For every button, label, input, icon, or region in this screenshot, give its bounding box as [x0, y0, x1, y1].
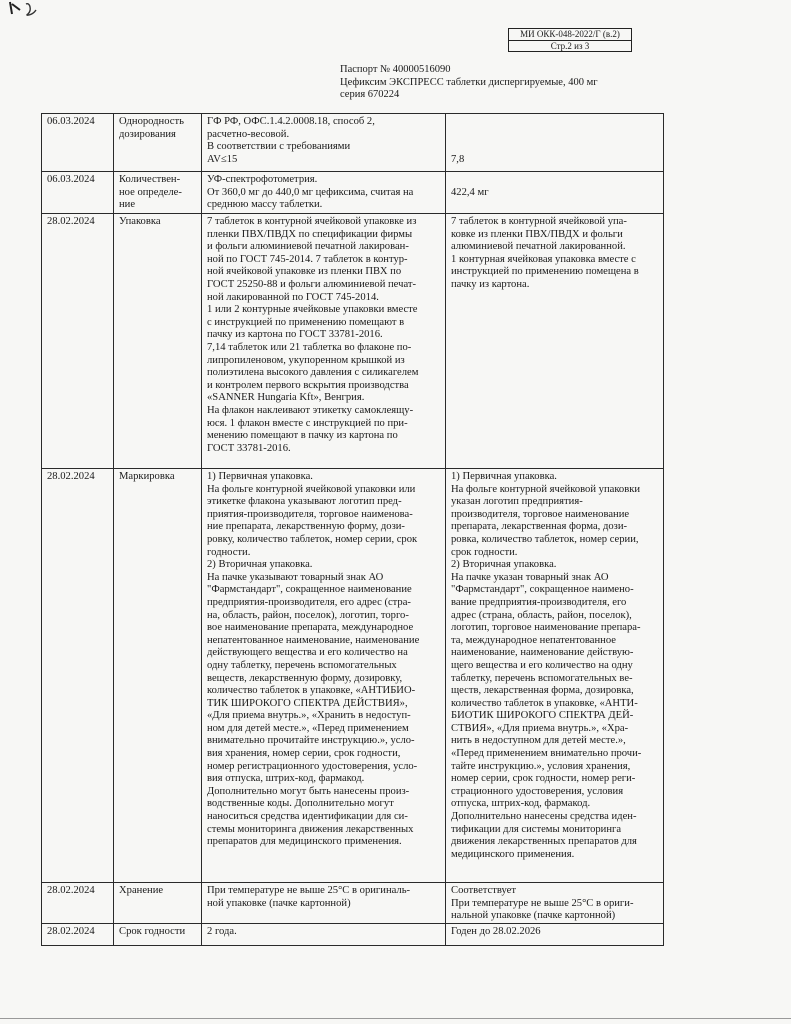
result-line: 1) Первичная упаковка. [451, 471, 557, 482]
result-line: 422,4 мг [451, 186, 489, 198]
test-name-line: Маркировка [119, 471, 175, 482]
test-date [42, 883, 114, 924]
result-line: СТВИЯ», «Для приема внутрь.», «Хра- [451, 722, 629, 734]
result-line: номер серии, срок годности, номер реги- [451, 773, 636, 785]
requirement-line: и фольги алюминиевой печатной лакирован- [207, 241, 409, 253]
requirement-line: ном для детей месте.», «Перед применением [207, 722, 409, 734]
requirement-line: препаратов для медицинского применения. [207, 836, 402, 848]
requirement-line: ГФ РФ, ОФС.1.4.2.0008.18, способ 2, [207, 116, 375, 127]
batch-series: серия 670224 [340, 89, 400, 100]
scan-edge [0, 1018, 791, 1019]
requirement-line: ной ячейковой упаковке из пленки ПВХ по [207, 266, 402, 278]
requirement-line: действующего вещества и его количество на [207, 647, 408, 659]
test-date-line: 28.02.2024 [47, 471, 95, 482]
result [446, 214, 664, 469]
result-line: тайте инструкцию.», условия хранения, [451, 760, 631, 772]
page-number: Стр.2 из 3 [550, 41, 590, 51]
test-name [114, 172, 202, 214]
requirement-line: В соответствии с требованиями [207, 141, 351, 153]
requirement-line: этикетке флакона указывают логотип пред- [207, 496, 402, 508]
requirement-line: На фольге контурной ячейковой упаковки или [207, 483, 416, 495]
document-code-box [508, 28, 632, 52]
requirement [202, 172, 446, 214]
result-line [451, 141, 659, 154]
result-line: указан логотип предприятия- [451, 496, 583, 508]
requirement-line: 7,14 таблеток или 21 таблетка во флаконе по- [207, 341, 412, 353]
test-name [114, 469, 202, 883]
test-name-line: ное определе- [119, 186, 182, 198]
result [446, 923, 664, 945]
result [446, 172, 664, 214]
result-line: 7 таблеток в контурной ячейковой упа- [451, 216, 627, 227]
test-name-line: Срок годности [119, 925, 186, 937]
result [446, 114, 664, 172]
requirement-line: 1 или 2 контурные ячейковые упаковки вместе [207, 304, 418, 316]
requirement-line: На пачке указывают товарный знак АО [207, 571, 384, 583]
test-name-line: Хранение [119, 885, 164, 896]
result-line: тификации для системы мониторинга [451, 823, 622, 835]
test-date-line: 28.02.2024 [47, 925, 95, 937]
requirement-line: вое наименование препарата, международное [207, 622, 414, 634]
requirement-line: среднюю массу таблетки. [207, 199, 323, 211]
result-line: Дополнительно нанесены средства иден- [451, 811, 637, 823]
test-name [114, 114, 202, 172]
result-line: таблетку, перечень вспомогательных ве- [451, 672, 633, 684]
result-line: ществ, лекарственная форма, дозировка, [451, 685, 634, 697]
requirement-line: вия отпуска, штрих-код, фармакод. [207, 773, 365, 785]
result [446, 883, 664, 924]
result-line: На пачке указан товарный знак АО [451, 571, 609, 583]
result-line: Соответствует [451, 885, 517, 896]
requirement-line: менению помещают в пачку из картона по [207, 430, 398, 442]
requirement-line: ние препарата, лекарственную форму, дози- [207, 521, 405, 533]
requirement-line: На флакон наклеивают этикетку самоклеящу- [207, 404, 414, 416]
result-line: движения лекарственных препаратов для [451, 836, 637, 848]
requirement-line: непатентованное наименование, наименование [207, 634, 420, 646]
requirement-line: полиэтилена высокого давления с силикагелем [207, 367, 419, 379]
result-line: ровка, количество таблеток, номер серии, [451, 533, 639, 545]
result-line: препарата, лекарственная форма, дози- [451, 521, 628, 533]
test-date [42, 214, 114, 469]
result-line: щего вещества и его количество на одну [451, 659, 633, 671]
requirement-line: «SANNER Hungaria Kft», Венгрия. [207, 392, 365, 404]
result-line: алюминиевой печатной лакированной. [451, 241, 626, 253]
requirement-line: ной по ГОСТ 745-2014. 7 таблеток в контур- [207, 253, 408, 265]
requirement-line: пачку из картона по ГОСТ 33781-2016. [207, 329, 383, 341]
table-row [42, 469, 664, 883]
requirement-line: годности. [207, 546, 251, 558]
result-line: производителя, торговое наименование [451, 508, 630, 520]
requirement-line: одну таблетку, перечень вспомогательных [207, 659, 397, 671]
result-line: наименование, наименование действую- [451, 647, 634, 659]
test-name-line: ние [119, 199, 136, 211]
result-line: пачку из картона. [451, 278, 530, 290]
result [446, 469, 664, 883]
requirement-line: 2 года. [207, 925, 237, 937]
requirement [202, 114, 446, 172]
requirement-line: наноситься средства идентификации для си- [207, 811, 408, 823]
requirement-line: ГОСТ 25250-88 и фольги алюминиевой печат- [207, 278, 417, 290]
result-line: БИОТИК ШИРОКОГО СПЕКТРА ДЕЙ- [451, 710, 634, 722]
requirement-line: веществ, лекарственную форму, дозировку, [207, 672, 403, 684]
result-line [451, 174, 659, 187]
requirement-line: ной упаковке (пачке картонной) [207, 897, 351, 909]
table-row [42, 883, 664, 924]
test-name-line: Однородность [119, 116, 184, 127]
test-date-line: 06.03.2024 [47, 174, 95, 185]
test-name [114, 214, 202, 469]
result-line: «Перед применением внимательно прочи- [451, 748, 642, 760]
test-date [42, 172, 114, 214]
requirement-line: с инструкцией по применению помещают в [207, 316, 405, 328]
result-line [451, 129, 659, 142]
result-line: нить в недоступном для детей месте.», [451, 735, 626, 747]
requirement-line: на, область, район, поселок), логотип, торго- [207, 609, 409, 621]
product-name: Цефиксим ЭКСПРЕСС таблетки диспергируемые, 400 мг [340, 76, 598, 88]
result-line: При температуре не выше 25°С в ориги- [451, 897, 634, 909]
requirement-line: количество таблеток в упаковке, «АНТИБИО- [207, 685, 416, 697]
requirement-line: 7 таблеток в контурной ячейковой упаковке из [207, 216, 417, 227]
result-line: срок годности. [451, 546, 518, 558]
result-line: нальной упаковке (пачке картонной) [451, 910, 616, 922]
passport-header [340, 64, 670, 102]
result-line: вание предприятия-производителя, его [451, 596, 627, 608]
test-name-line: Количествен- [119, 174, 181, 185]
requirement-line: ГОСТ 33781-2016. [207, 442, 291, 454]
requirement-line: пленки ПВХ/ПВДХ по спецификации фирмы [207, 228, 413, 240]
requirement-line: предприятия-производителя, его адрес (стра- [207, 596, 411, 608]
result-line: количество таблеток в упаковке, «АНТИ- [451, 697, 638, 709]
requirement [202, 883, 446, 924]
requirement-line: «Для приема внутрь.», «Хранить в недоступ- [207, 710, 411, 722]
test-date [42, 114, 114, 172]
requirement-line: AV≤15 [207, 153, 238, 165]
requirement [202, 214, 446, 469]
result-line: логотип, торговое наименование препара- [451, 622, 641, 634]
passport-number: Паспорт № 40000516090 [340, 64, 451, 75]
test-name [114, 883, 202, 924]
requirement-line: внимательно прочитайте инструкцию.», усло- [207, 735, 415, 747]
requirement-line: Дополнительно могут быть нанесены произ- [207, 785, 410, 797]
test-date-line: 06.03.2024 [47, 116, 95, 127]
result-line: Годен до 28.02.2026 [451, 925, 541, 937]
table-row [42, 172, 664, 214]
result-line: 7,8 [451, 153, 465, 165]
result-line [451, 116, 659, 129]
result-line: ковке из пленки ПВХ/ПВДХ и фольги [451, 228, 623, 240]
test-name-line: Упаковка [119, 216, 161, 227]
requirement-line: 1) Первичная упаковка. [207, 471, 313, 482]
result-line: инструкцией по применению помещена в [451, 266, 639, 278]
result-line: адрес (страна, область, район, поселок), [451, 609, 632, 621]
requirement-line: липропиленовом, укупоренном крышкой из [207, 354, 405, 366]
requirement-line: номер регистрационного удостоверения, усло- [207, 760, 418, 772]
requirement-line: расчетно-весовой. [207, 128, 290, 140]
requirement-line: юся. 1 флакон вместе с инструкцией по при- [207, 417, 408, 429]
result-line: 2) Вторичная упаковка. [451, 559, 557, 571]
result-line: 1 контурная ячейковая упаковка вместе с [451, 253, 636, 265]
requirement-line: ровку, количество таблеток, номер серии, срок [207, 533, 418, 545]
document-code: МИ ОКК-048-2022/Г (в.2) [509, 29, 631, 41]
requirement-line: вия хранения, номер серии, срок годности, [207, 748, 401, 760]
requirement-line: водственные коды. Дополнительно могут [207, 798, 394, 810]
requirement [202, 469, 446, 883]
result-line: медицинского применения. [451, 848, 575, 860]
requirement-line: "Фармстандарт", сокращенное наименование [207, 584, 412, 596]
table-row [42, 114, 664, 172]
requirement-line: ной лакированной по ГОСТ 745-2014. [207, 291, 379, 303]
requirement-line: приятия-производителя, торговое наименова- [207, 508, 413, 520]
handwritten-mark [6, 0, 46, 30]
table-row [42, 214, 664, 469]
test-date-line: 28.02.2024 [47, 885, 95, 896]
test-name [114, 923, 202, 945]
result-line: страционного удостоверения, условия [451, 785, 624, 797]
test-results-table [41, 113, 664, 946]
requirement-line: ТИК ШИРОКОГО СПЕКТРА ДЕЙСТВИЯ», [207, 697, 408, 709]
table-row [42, 923, 664, 945]
requirement-line: и контролем первого вскрытия производства [207, 379, 409, 391]
test-date [42, 469, 114, 883]
requirement-line: стемы мониторинга движения лекарственных [207, 823, 414, 835]
result-line: отпуска, штрих-код, фармакод. [451, 798, 591, 810]
result-line: та, международное непатентованное [451, 634, 616, 646]
test-date [42, 923, 114, 945]
requirement [202, 923, 446, 945]
test-name-line: дозирования [119, 128, 176, 140]
requirement-line: 2) Вторичная упаковка. [207, 559, 313, 571]
test-date-line: 28.02.2024 [47, 216, 95, 227]
requirement-line: УФ-спектрофотометрия. [207, 174, 318, 185]
result-line: "Фармстандарт", сокращенное наимено- [451, 584, 634, 596]
requirement-line: При температуре не выше 25°С в оригиналь- [207, 885, 411, 896]
requirement-line: От 360,0 мг до 440,0 мг цефиксима, считая на [207, 186, 414, 198]
result-line: На фольге контурной ячейковой упаковки [451, 483, 641, 495]
